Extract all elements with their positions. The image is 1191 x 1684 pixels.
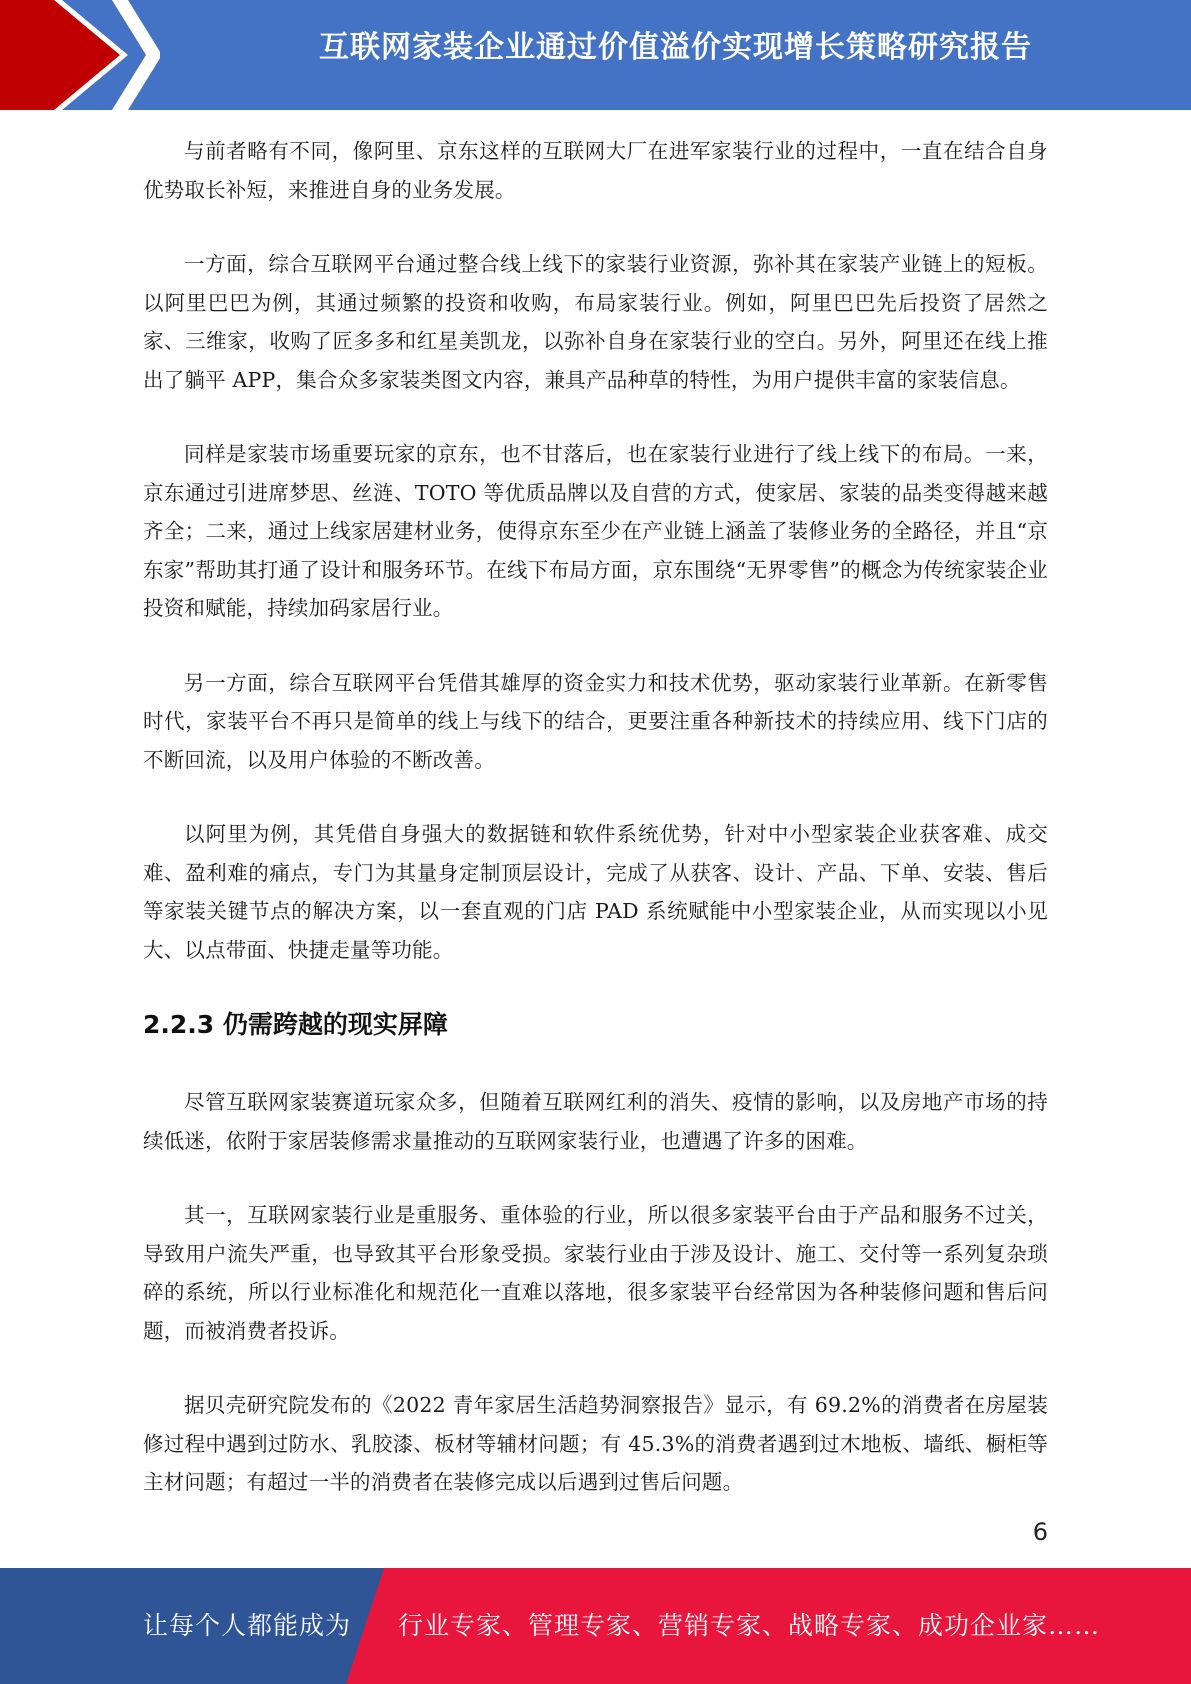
page-content <box>143 132 1048 1538</box>
header-arrow-decoration <box>0 0 160 110</box>
footer-slogan-right: 行业专家、管理专家、营销专家、战略专家、成功企业家…… <box>398 1611 1101 1640</box>
body-paragraph: 尽管互联网家装赛道玩家众多，但随着互联网红利的消失、疫情的影响，以及房地产市场的持续低迷，依附于家居装修需求量推动的互联网家装行业，也遭遇了许多的困难。 <box>143 1090 1048 1153</box>
page-footer <box>0 1568 1191 1684</box>
report-title: 互联网家装企业通过价值溢价实现增长策略研究报告 <box>319 30 1032 65</box>
body-paragraph: 与前者略有不同，像阿里、京东这样的互联网大厂在进军家装行业的过程中，一直在结合自身优势取长补短，来推进自身的业务发展。 <box>143 139 1048 202</box>
footer-slogan-left: 让每个人都能成为 <box>143 1611 352 1640</box>
body-paragraph: 同样是家装市场重要玩家的京东，也不甘落后，也在家装行业进行了线上线下的布局。一来，京东通过引进席梦思、丝涟、TOTO 等优质品牌以及自营的方式，使家居、家装的品类变得越来越齐全；二来，通过上线家居建材业务，使得京东至少在产业链上涵盖了装修业务的全路径，并且“京东家”帮助其打通了设计和服务环节。在线下布局方面，京东围绕“无界零售”的概念为传统家装企业投资和赋能，持续加码家居行业。 <box>143 442 1048 620</box>
body-paragraph: 据贝壳研究院发布的《2022 青年家居生活趋势洞察报告》显示，有 69.2%的消费者在房屋装修过程中遇到过防水、乳胶漆、板材等辅材问题；有 45.3%的消费者遇到过木地板、墙纸、橱柜等主材问题；有超过一半的消费者在装修完成以后遇到过售后问题。 <box>143 1393 1048 1494</box>
body-paragraph: 一方面，综合互联网平台通过整合线上线下的家装行业资源，弥补其在家装产业链上的短板。以阿里巴巴为例，其通过频繁的投资和收购，布局家装行业。例如，阿里巴巴先后投资了居然之家、三维家，收购了匠多多和红星美凯龙，以弥补自身在家装行业的空白。另外，阿里还在线上推出了躺平 APP，集合众多家装类图文内容，兼具产品种草的特性，为用户提供丰富的家装信息。 <box>143 252 1048 392</box>
body-paragraph: 另一方面，综合互联网平台凭借其雄厚的资金实力和技术优势，驱动家装行业革新。在新零售时代，家装平台不再只是简单的线上与线下的结合，更要注重各种新技术的持续应用、线下门店的不断回流，以及用户体验的不断改善。 <box>143 670 1048 772</box>
body-paragraph: 其一，互联网家装行业是重服务、重体验的行业，所以很多家装平台由于产品和服务不过关，导致用户流失严重，也导致其平台形象受损。家装行业由于涉及设计、施工、交付等一系列复杂琐碎的系统，所以行业标准化和规范化一直难以落地，很多家装平台经常因为各种装修问题和售后问题，而被消费者投诉。 <box>143 1203 1048 1343</box>
page-number: 6 <box>1032 1518 1048 1546</box>
section-heading: 2.2.3 仍需跨越的现实屏障 <box>143 1010 448 1039</box>
body-paragraph: 以阿里为例，其凭借自身强大的数据链和软件系统优势，针对中小型家装企业获客难、成交难、盈利难的痛点，专门为其量身定制顶层设计，完成了从获客、设计、产品、下单、安装、售后等家装关键节点的解决方案，以一套直观的门店 PAD 系统赋能中小型家装企业，从而实现以小见大、以点带面、快捷走量等功能。 <box>143 822 1048 962</box>
page-header <box>0 0 1191 110</box>
